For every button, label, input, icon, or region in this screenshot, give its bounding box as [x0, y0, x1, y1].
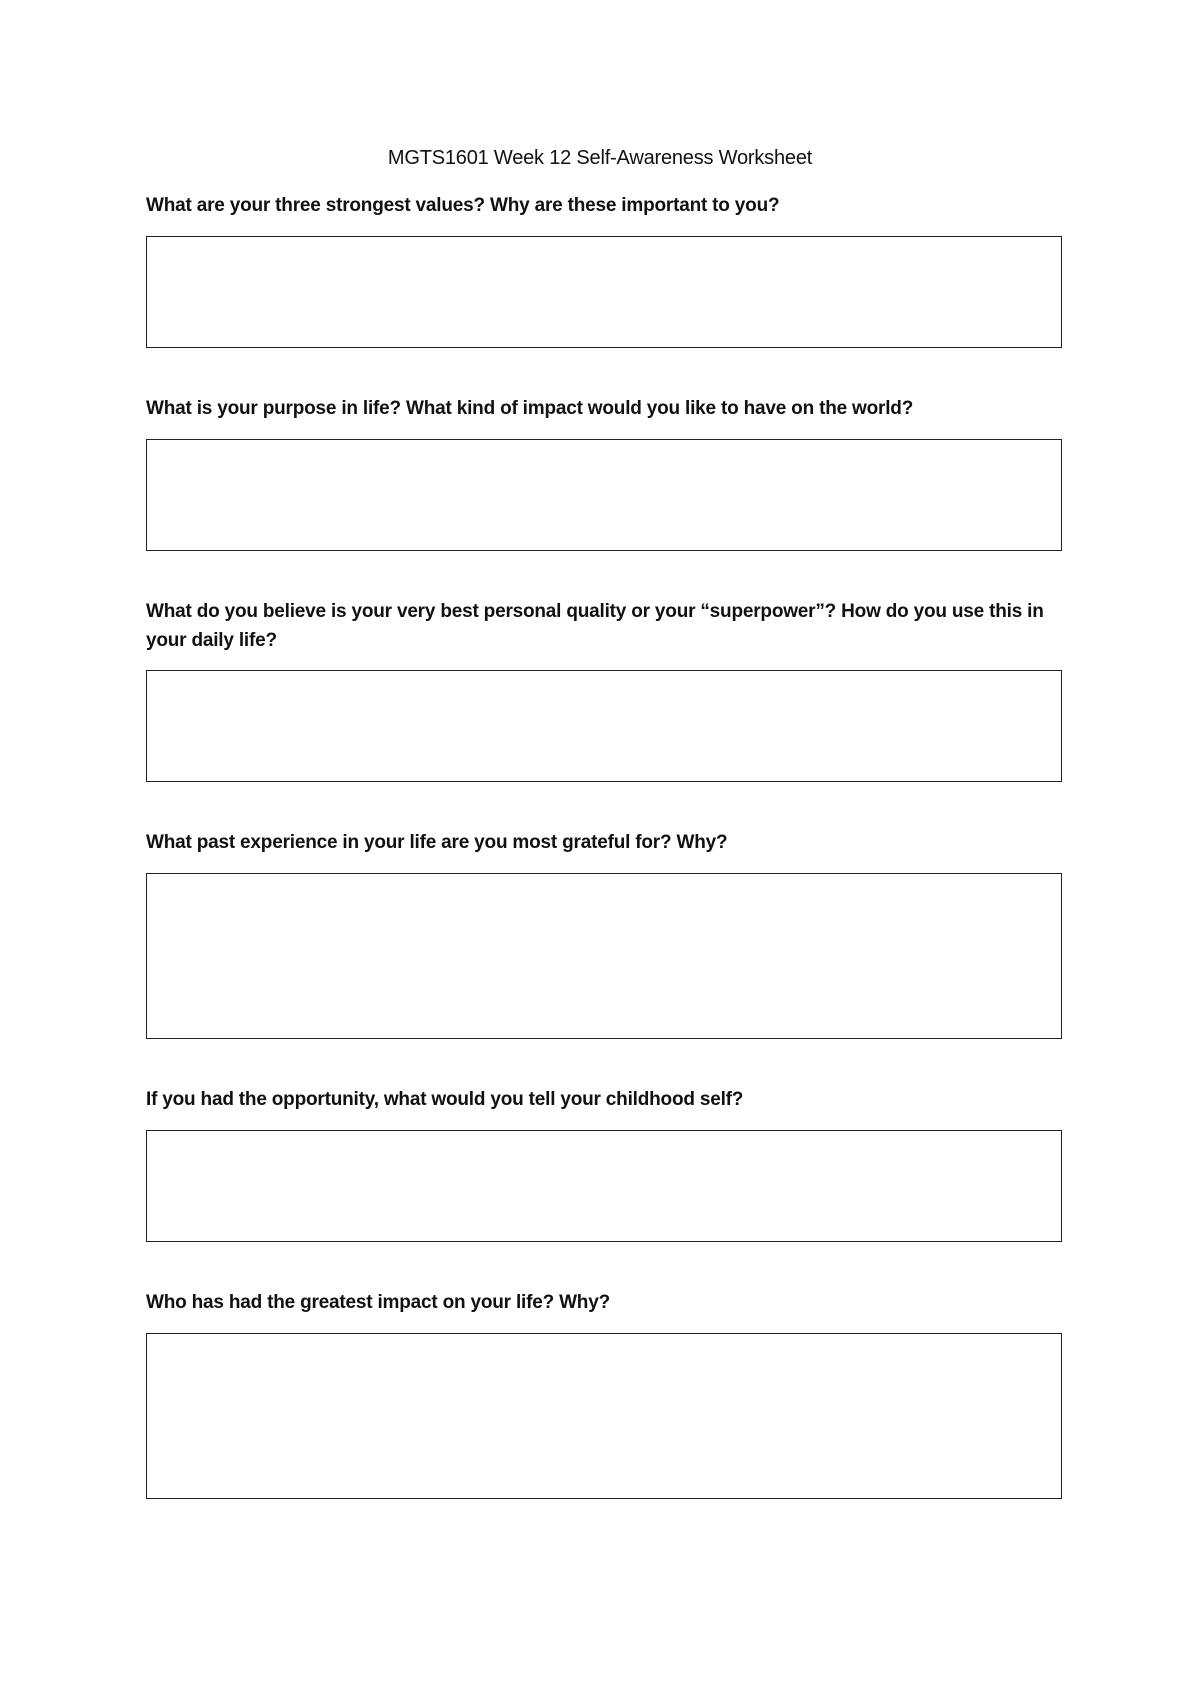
answer-box-3[interactable]	[146, 670, 1062, 782]
question-5: If you had the opportunity, what would you tell your childhood self?	[146, 1089, 744, 1110]
question-6: Who has had the greatest impact on your life? Why?	[146, 1292, 610, 1313]
question-4: What past experience in your life are you most grateful for? Why?	[146, 832, 728, 853]
page-title: MGTS1601 Week 12 Self-Awareness Worksheet	[387, 147, 813, 169]
question-1: What are your three strongest values? Why are these important to you?	[146, 195, 780, 216]
question-2: What is your purpose in life? What kind of impact would you like to have on the world?	[146, 398, 914, 419]
answer-box-4[interactable]	[146, 873, 1062, 1039]
answer-box-2[interactable]	[146, 439, 1062, 551]
answer-box-1[interactable]	[146, 236, 1062, 348]
answer-box-6[interactable]	[146, 1333, 1062, 1499]
question-3: What do you believe is your very best personal quality or your “superpower”? How do you use this in your daily life?	[146, 601, 1044, 651]
answer-box-5[interactable]	[146, 1130, 1062, 1242]
